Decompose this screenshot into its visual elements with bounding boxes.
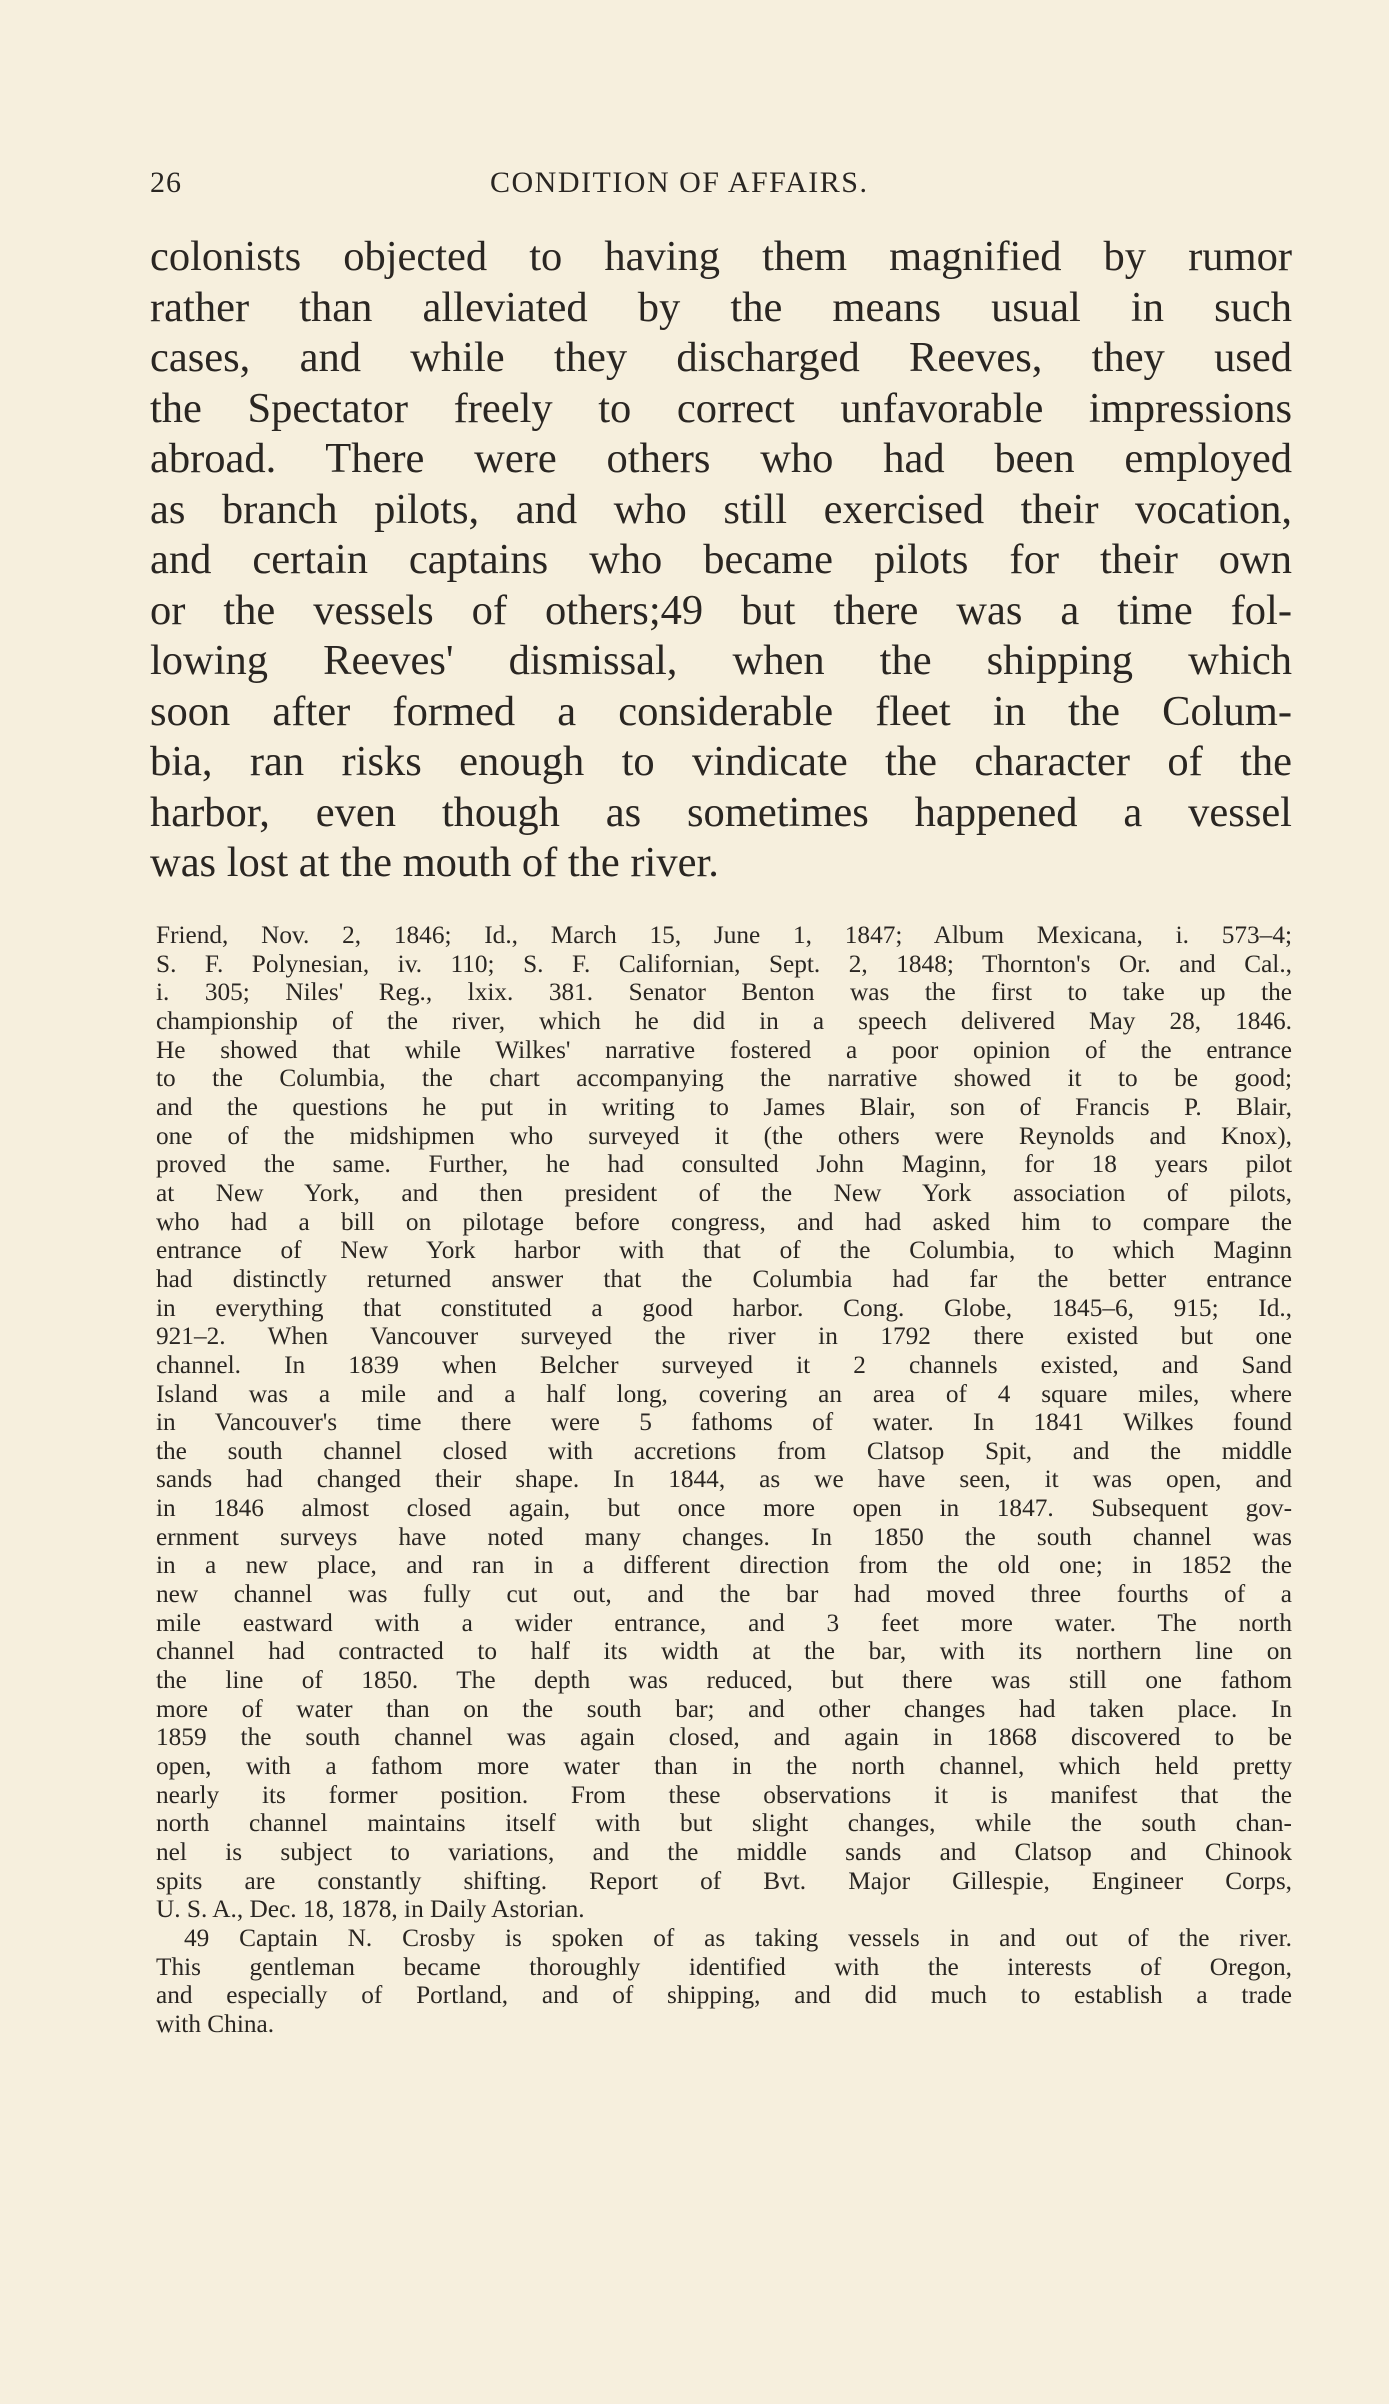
text-line: and certain captains who became pilots for their own — [150, 536, 1292, 583]
text-line: cases, and while they discharged Reeves, they used — [150, 334, 1292, 381]
footnote-line: This gentleman became thoroughly identified with the interests of Oregon, — [156, 1952, 1292, 1981]
footnote-line: channel had contracted to half its width at the bar, with its northern line on — [156, 1637, 1292, 1666]
footnote-line: in everything that constituted a good harbor. Cong. Globe, 1845–6, 915; Id., — [156, 1293, 1292, 1322]
footnote-line: i. 305; Niles' Reg., lxix. 381. Senator Benton was the first to take up the — [156, 978, 1292, 1007]
text-line: bia, ran risks enough to vindicate the character of the — [150, 738, 1292, 785]
text-line: as branch pilots, and who still exercised their vocation, — [150, 485, 1292, 533]
footnote-line: 921–2. When Vancouver surveyed the river in 1792 there existed but one — [156, 1322, 1292, 1351]
footnote-line: who had a bill on pilotage before congress, and had asked him to compare the — [156, 1207, 1292, 1236]
text-line: the Spectator freely to correct unfavorable impressions — [150, 384, 1292, 432]
footnote-line: S. F. Polynesian, iv. 110; S. F. Californian, Sept. 2, 1848; Thornton's Or. and Cal., — [156, 949, 1292, 978]
footnote-line: Friend, Nov. 2, 1846; Id., March 15, June 1, 1847; Album Mexicana, i. 573–4; — [156, 921, 1292, 949]
page-number: 26 — [150, 166, 182, 199]
footnote-line: the south channel closed with accretions from Clatsop Spit, and the middle — [156, 1436, 1292, 1465]
text-line: lowing Reeves' dismissal, when the shipping which — [150, 637, 1292, 684]
footnote-line: and the questions he put in writing to James Blair, son of Francis P. Blair, — [156, 1092, 1292, 1121]
footnote-line: mile eastward with a wider entrance, and 3 feet more water. The north — [156, 1608, 1292, 1637]
page-header — [150, 160, 1290, 208]
footnote-line: channel. In 1839 when Belcher surveyed it 2 channels existed, and Sand — [156, 1350, 1292, 1379]
footnote-line: proved the same. Further, he had consulted John Maginn, for 18 years pilot — [156, 1150, 1292, 1179]
footnotes — [156, 921, 1292, 2039]
text-line: colonists objected to having them magnified by rumor — [150, 233, 1292, 280]
footnote-line: spits are constantly shifting. Report of Bvt. Major Gillespie, Engineer Corps, — [156, 1866, 1292, 1895]
footnote-line: nearly its former position. From these observations it is manifest that the — [156, 1780, 1292, 1809]
footnote-line: championship of the river, which he did in a speech delivered May 28, 1846. — [156, 1006, 1292, 1035]
footnote-line: nel is subject to variations, and the middle sands and Clatsop and Chinook — [156, 1838, 1292, 1866]
footnote-line: new channel was fully cut out, and the bar had moved three fourths of a — [156, 1580, 1292, 1609]
footnote-line: sands had changed their shape. In 1844, as we have seen, it was open, and — [156, 1465, 1292, 1494]
footnote-line: and especially of Portland, and of shipping, and did much to establish a trade — [156, 1981, 1292, 2010]
text-line: soon after formed a considerable fleet in the Colum- — [150, 687, 1292, 735]
running-title: CONDITION OF AFFAIRS. — [490, 166, 869, 199]
text-line: abroad. There were others who had been employed — [150, 435, 1292, 482]
footnote-line: the line of 1850. The depth was reduced, but there was still one fathom — [156, 1666, 1292, 1695]
footnote-line: more of water than on the south bar; and other changes had taken place. In — [156, 1694, 1292, 1723]
footnote-line: had distinctly returned answer that the Columbia had far the better entrance — [156, 1264, 1292, 1293]
footnote-48 — [156, 921, 1292, 1924]
footnote-line: ernment surveys have noted many changes. In 1850 the south channel was — [156, 1522, 1292, 1551]
footnote-line: He showed that while Wilkes' narrative fostered a poor opinion of the entrance — [156, 1035, 1292, 1064]
footnote-line: in Vancouver's time there were 5 fathoms of water. In 1841 Wilkes found — [156, 1408, 1292, 1437]
footnote-line: Island was a mile and a half long, covering an area of 4 square miles, where — [156, 1379, 1292, 1408]
main-paragraph — [150, 232, 1292, 889]
footnote-line: with China. — [156, 2009, 275, 2038]
footnote-line: north channel maintains itself with but slight changes, while the south chan- — [156, 1809, 1292, 1838]
footnote-49 — [156, 1924, 1292, 2039]
footnote-line: open, with a fathom more water than in the north channel, which held pretty — [156, 1752, 1292, 1781]
footnote-line: in 1846 almost closed again, but once more open in 1847. Subsequent gov- — [156, 1494, 1292, 1523]
footnote-line: one of the midshipmen who surveyed it (the others were Reynolds and Knox), — [156, 1121, 1292, 1150]
footnote-line: entrance of New York harbor with that of the Columbia, to which Maginn — [156, 1236, 1292, 1265]
text-line: or the vessels of others;49 but there was a time fol- — [150, 586, 1292, 634]
footnote-line: at New York, and then president of the New York association of pilots, — [156, 1178, 1292, 1207]
text-line: was lost at the mouth of the river. — [150, 839, 719, 886]
footnote-line: 1859 the south channel was again closed, and again in 1868 discovered to be — [156, 1723, 1292, 1752]
footnote-line: U. S. A., Dec. 18, 1878, in Daily Astorian. — [156, 1895, 585, 1924]
footnote-line: 49 Captain N. Crosby is spoken of as taking vessels in and out of the river. — [184, 1923, 1292, 1952]
text-line: harbor, even though as sometimes happened a vessel — [150, 788, 1292, 836]
text-line: rather than alleviated by the means usual in such — [150, 283, 1292, 331]
footnote-line: to the Columbia, the chart accompanying the narrative showed it to be good; — [156, 1064, 1292, 1093]
footnote-line: in a new place, and ran in a different direction from the old one; in 1852 the — [156, 1551, 1292, 1580]
